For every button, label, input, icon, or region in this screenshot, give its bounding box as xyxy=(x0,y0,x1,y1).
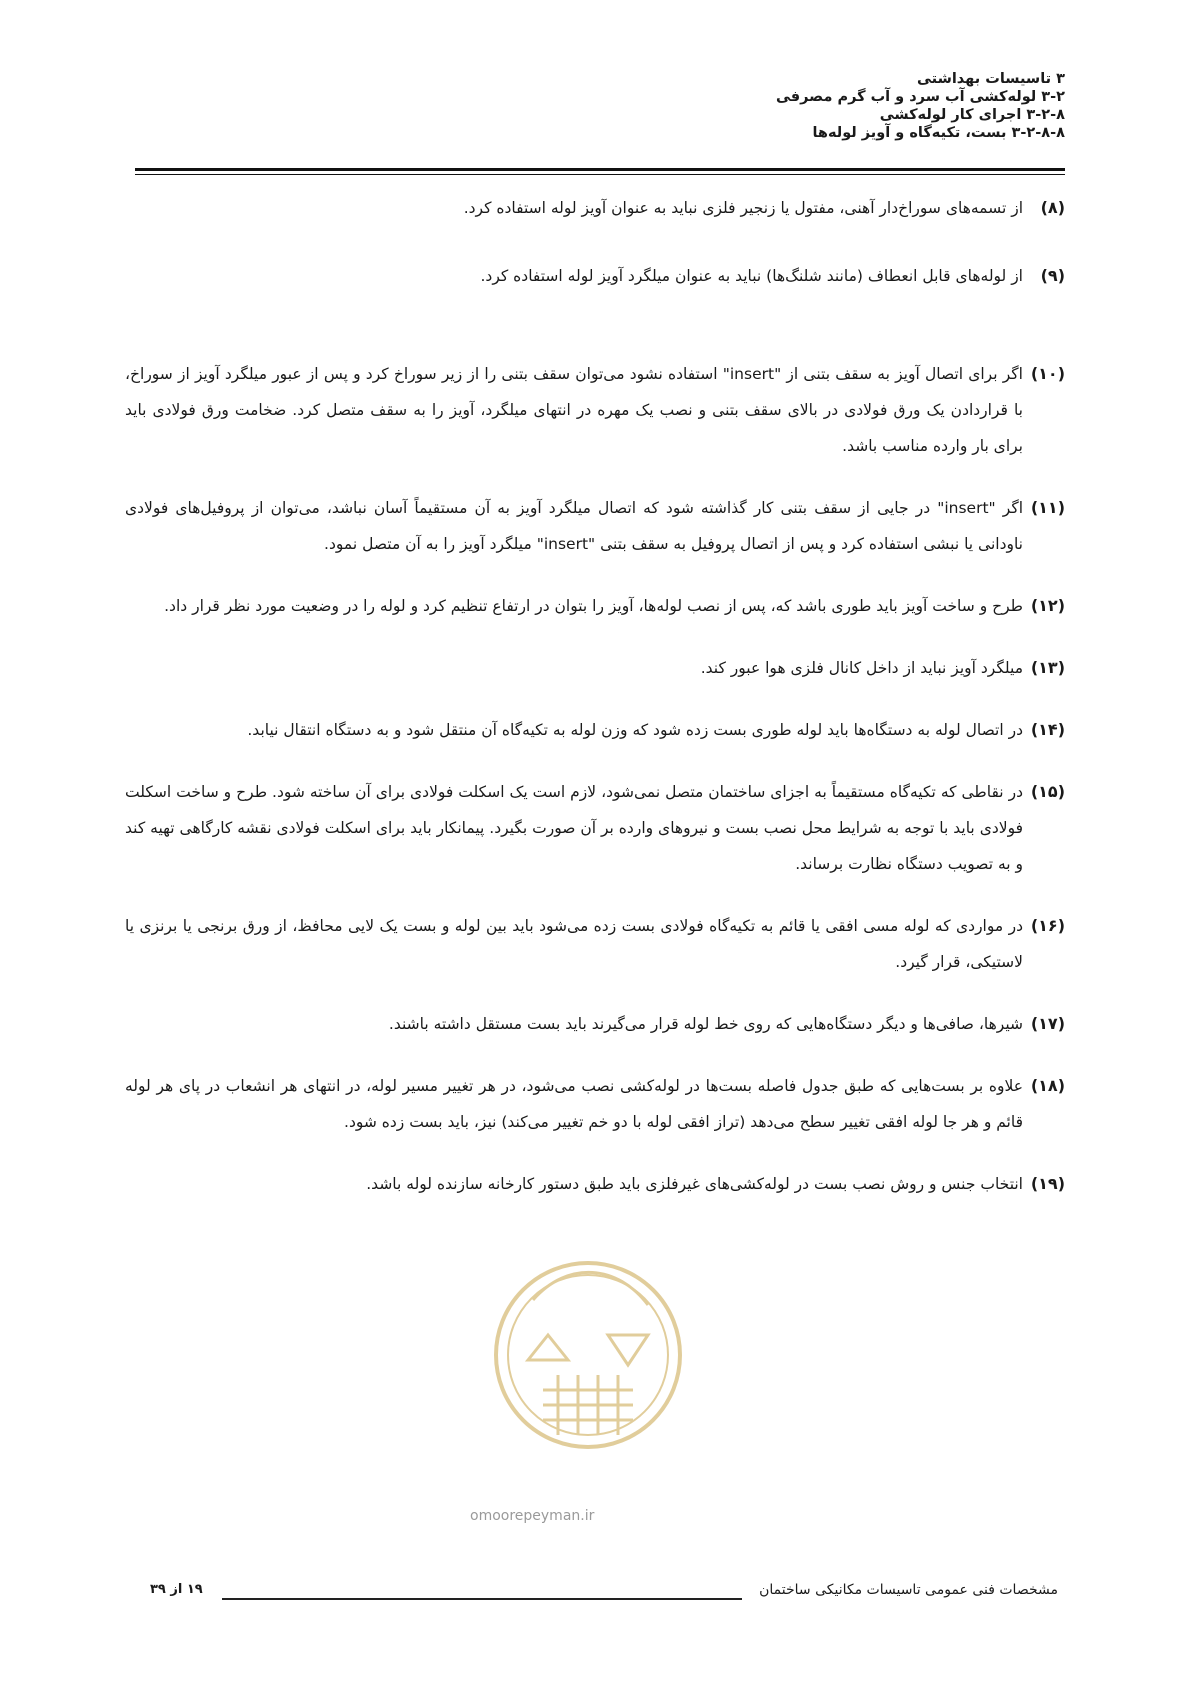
clause-number: (۱۵) xyxy=(1030,782,1065,801)
page-footer xyxy=(150,1582,1058,1604)
watermark-site: omoorepeyman.ir xyxy=(470,1508,595,1524)
footer-divider xyxy=(222,1598,742,1600)
clause-item xyxy=(125,1166,1065,1202)
clause-item xyxy=(125,190,1065,226)
clause-number: (۱۳) xyxy=(1030,658,1065,677)
clause-text: میلگرد آویز نباید از داخل کانال فلزی هوا عبور کند. xyxy=(700,659,1023,677)
clause-item xyxy=(125,1006,1065,1042)
clause-number: (۸) xyxy=(1040,198,1065,217)
clause-number: (۱۱) xyxy=(1030,498,1065,517)
header-divider-thick xyxy=(135,168,1065,171)
clause-item xyxy=(125,490,1065,562)
header-topic: ۳-۲-۸-۸ بست، تکیه‌گاه و آویز لوله‌ها xyxy=(812,125,1065,141)
header-divider-thin xyxy=(135,174,1065,175)
clause-item xyxy=(125,258,1065,294)
clause-text: شیرها، صافی‌ها و دیگر دستگاه‌هایی که روی خط لوله قرار می‌گیرند باید بست مستقل داشته باشند. xyxy=(388,1015,1023,1033)
clause-text: در مواردی که لوله مسی افقی یا قائم به تکیه‌گاه فولادی بست زده می‌شود باید بین لوله و بست یک لایی محافظ، از ورق برنجی یا برنزی یا لاستیکی، قرار گیرد. xyxy=(125,917,1023,971)
clause-text: علاوه بر بست‌هایی که طبق جدول فاصله بست‌ها در لوله‌کشی نصب می‌شود، در هر تغییر مسیر لوله، در انتهای هر انشعاب در پای هر لوله قائم و هر جا لوله افقی تغییر سطح می‌دهد (تراز افقی لوله با دو خم تغییر می‌کند) نیز، باید بست زده شود. xyxy=(125,1077,1023,1131)
clause-item xyxy=(125,712,1065,748)
clause-number: (۱۶) xyxy=(1030,916,1065,935)
clause-number: (۱۷) xyxy=(1030,1014,1065,1033)
clause-text: در نقاطی که تکیه‌گاه مستقیماً به اجزای ساختمان متصل نمی‌شود، لازم است یک اسکلت فولادی برای آن ساخته شود. طرح و ساخت اسکلت فولادی باید با توجه به شرایط محل نصب بست و نیروهای وارده بر آن صورت بگیرد. پیمانکار باید برای اسکلت فولادی نقشه کارگاهی تهیه کند و به تصویب دستگاه نظارت برساند. xyxy=(125,783,1023,873)
clause-text: انتخاب جنس و روش نصب بست در لوله‌کشی‌های غیرفلزی باید طبق دستور کارخانه سازنده لوله باشد. xyxy=(366,1175,1023,1193)
clause-number: (۱۸) xyxy=(1030,1076,1065,1095)
watermark-logo xyxy=(488,1240,688,1520)
clause-text: از تسمه‌های سوراخ‌دار آهنی، مفتول یا زنجیر فلزی نباید به عنوان آویز لوله استفاده کرد. xyxy=(463,199,1023,217)
clause-item xyxy=(125,356,1065,464)
clause-text: طرح و ساخت آویز باید طوری باشد که، پس از نصب لوله‌ها، آویز را بتوان در ارتفاع تنظیم کرد و لوله را در وضعیت مورد نظر قرار داد. xyxy=(164,597,1023,615)
clause-number: (۱۹) xyxy=(1030,1174,1065,1193)
clause-text: در اتصال لوله به دستگاه‌ها باید لوله طوری بست زده شود که وزن لوله به تکیه‌گاه آن منتقل شود و به دستگاه انتقال نیابد. xyxy=(247,721,1023,739)
clause-item xyxy=(125,908,1065,980)
header-section: ۳-۲ لوله‌کشی آب سرد و آب گرم مصرفی xyxy=(775,89,1065,105)
footer-title: مشخصات فنی عمومی تاسیسات مکانیکی ساختمان xyxy=(759,1582,1058,1598)
header-subsection: ۳-۲-۸ اجرای کار لوله‌کشی xyxy=(879,107,1065,123)
clause-number: (۹) xyxy=(1040,266,1065,285)
page-header xyxy=(125,70,1065,142)
clause-number: (۱۴) xyxy=(1030,720,1065,739)
clause-item xyxy=(125,774,1065,882)
clause-item xyxy=(125,588,1065,624)
header-chapter: ۳ تاسیسات بهداشتی xyxy=(916,71,1065,87)
clause-item xyxy=(125,650,1065,686)
clause-item xyxy=(125,1068,1065,1140)
clause-text: اگر "insert" در جایی از سقف بتنی کار گذاشته شود که اتصال میلگرد آویز به آن مستقیماً آسان نباشد، می‌توان از پروفیل‌های فولادی ناودانی یا نبشی استفاده کرد و پس از اتصال پروفیل به سقف بتنی "insert" میلگرد آویز را به آن متصل نمود. xyxy=(125,499,1024,553)
clause-text: اگر برای اتصال آویز به سقف بتنی از "insert" استفاده نشود می‌توان سقف بتنی را از زیر سوراخ کرد و پس از عبور میلگرد آویز از سوراخ، با قراردادن یک ورق فولادی در بالای سقف بتنی و نصب یک مهره در انتهای میلگرد، آویز را به سقف متصل کرد. ضخامت ورق فولادی باید برای بار وارده مناسب باشد. xyxy=(125,365,1023,455)
page-number: ۱۹ از ۳۹ xyxy=(150,1582,203,1597)
clause-number: (۱۲) xyxy=(1030,596,1065,615)
clause-list xyxy=(125,190,1065,1202)
clause-number: (۱۰) xyxy=(1030,364,1065,383)
clause-text: از لوله‌های قابل انعطاف (مانند شلنگ‌ها) نباید به عنوان میلگرد آویز لوله استفاده کرد. xyxy=(480,267,1023,285)
